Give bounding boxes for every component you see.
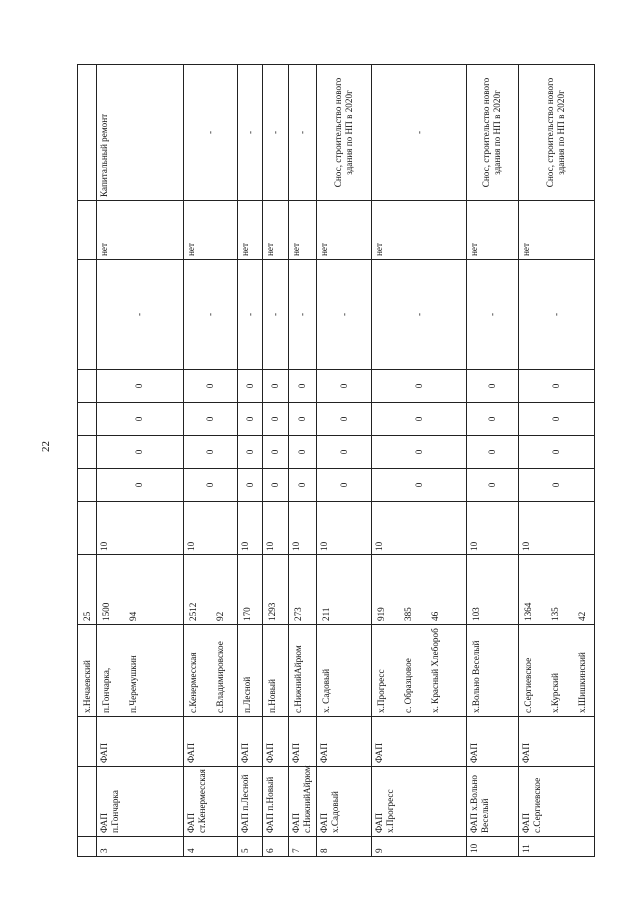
facility-type-cell: ФАП <box>183 717 237 767</box>
facility-name-cell: ФАП п.Лесной <box>237 767 262 837</box>
facility-type-cell: ФАП <box>466 717 518 767</box>
distance-cell <box>78 502 97 555</box>
value-cell-3: 0 <box>237 403 262 436</box>
facility-name-cell: ФАП х.Садовый <box>317 767 372 837</box>
availability-cell <box>78 201 97 260</box>
settlement-name: п.Черемушкин <box>128 655 139 713</box>
spacer <box>112 628 126 713</box>
value-cell-1 <box>78 469 97 502</box>
spacer <box>387 628 401 713</box>
value-cell-2: 0 <box>263 436 288 469</box>
distance-cell: 10 <box>372 502 466 555</box>
row-number-cell: 11 <box>518 837 594 857</box>
table-row <box>97 65 184 857</box>
value-cell-4: 0 <box>317 370 372 403</box>
value-cell-1: 0 <box>237 469 262 502</box>
spacer <box>112 558 126 621</box>
settlement-name: п.Гончарка, <box>101 667 112 713</box>
settlements-cell <box>518 625 594 717</box>
value-cell-3: 0 <box>466 403 518 436</box>
value-cell-3: 0 <box>183 403 237 436</box>
population-value: 919 <box>376 607 387 621</box>
spacer <box>534 628 548 713</box>
value-cell-2: 0 <box>237 436 262 469</box>
value-cell-3 <box>78 403 97 436</box>
planned-action-cell: - <box>372 65 466 201</box>
facility-type-cell <box>78 717 97 767</box>
settlement-name: п.Новый <box>267 679 278 713</box>
facility-type-cell: ФАП <box>263 717 288 767</box>
population-cell <box>78 555 97 625</box>
population-value: 1500 <box>101 602 112 621</box>
settlements-cell <box>78 625 97 717</box>
planned-action-cell: - <box>183 65 237 201</box>
value-cell-2: 0 <box>317 436 372 469</box>
table-row <box>263 65 288 857</box>
value-cell-2: 0 <box>466 436 518 469</box>
population-cell <box>97 555 184 625</box>
table-row <box>78 65 97 857</box>
row-number-cell: 3 <box>97 837 184 857</box>
value-cell-4: 0 <box>97 370 184 403</box>
planned-action-cell: Капитальный ремонт <box>97 65 184 201</box>
value-cell-2: 0 <box>518 436 594 469</box>
spacer <box>534 558 548 621</box>
value-cell-4 <box>78 370 97 403</box>
population-value: 211 <box>321 607 332 621</box>
population-cell <box>263 555 288 625</box>
settlements-cell <box>237 625 262 717</box>
population-cell <box>288 555 317 625</box>
dash-cell: - <box>183 260 237 370</box>
settlements-cell <box>288 625 317 717</box>
value-cell-2: 0 <box>372 436 466 469</box>
spacer <box>387 558 401 621</box>
availability-cell: нет <box>372 201 466 260</box>
facility-type-cell: ФАП <box>372 717 466 767</box>
settlements-cell <box>263 625 288 717</box>
row-number-cell: 8 <box>317 837 372 857</box>
planned-action-cell: - <box>237 65 262 201</box>
facility-name-cell: ФАП п.Гончарка <box>97 767 184 837</box>
row-number-cell: 5 <box>237 837 262 857</box>
value-cell-4: 0 <box>263 370 288 403</box>
value-cell-3: 0 <box>263 403 288 436</box>
value-cell-4: 0 <box>237 370 262 403</box>
settlement-name: с.Сергиевское <box>522 657 533 713</box>
planned-action-cell <box>78 65 97 201</box>
dash-cell <box>78 260 97 370</box>
population-value: 92 <box>214 611 225 621</box>
distance-cell: 10 <box>263 502 288 555</box>
distance-cell: 10 <box>466 502 518 555</box>
settlement-name: х.Вольно Веселый <box>470 640 481 713</box>
row-number-cell: 6 <box>263 837 288 857</box>
table-row <box>317 65 372 857</box>
population-value: 170 <box>241 607 252 621</box>
facility-type-cell: ФАП <box>288 717 317 767</box>
facility-type-cell: ФАП <box>237 717 262 767</box>
distance-cell: 10 <box>237 502 262 555</box>
settlements-cell <box>183 625 237 717</box>
population-cell <box>317 555 372 625</box>
settlement-name: х.Шишкинский <box>576 652 587 713</box>
value-cell-3: 0 <box>317 403 372 436</box>
availability-cell: нет <box>263 201 288 260</box>
availability-cell: нет <box>183 201 237 260</box>
facility-name-cell: ФАП ст.Кенермесская <box>183 767 237 837</box>
settlement-name: х.Курский <box>549 673 560 713</box>
value-cell-1: 0 <box>518 469 594 502</box>
planned-action-cell: - <box>288 65 317 201</box>
planned-action-cell: Снос, строительство нового здания по НП в 2020г <box>317 65 372 201</box>
table-row <box>183 65 237 857</box>
settlement-name: х.Прогресс <box>376 669 387 713</box>
population-cell <box>466 555 518 625</box>
value-cell-1: 0 <box>97 469 184 502</box>
facility-name-cell: ФАП х.Вольно Веселый <box>466 767 518 837</box>
settlement-name: с.Владимировское <box>214 641 225 713</box>
value-cell-1: 0 <box>183 469 237 502</box>
value-cell-1: 0 <box>466 469 518 502</box>
dash-cell: - <box>518 260 594 370</box>
population-cell <box>518 555 594 625</box>
settlements-cell <box>466 625 518 717</box>
dash-cell: - <box>466 260 518 370</box>
facility-type-cell: ФАП <box>518 717 594 767</box>
value-cell-1: 0 <box>288 469 317 502</box>
facility-name-cell: ФАП с.НижнийАйрюм <box>288 767 317 837</box>
distance-cell: 10 <box>97 502 184 555</box>
availability-cell: нет <box>288 201 317 260</box>
population-value: 135 <box>549 607 560 621</box>
settlement-name: х.Нечаевский <box>82 660 92 713</box>
availability-cell: нет <box>317 201 372 260</box>
dash-cell: - <box>237 260 262 370</box>
row-number-cell: 7 <box>288 837 317 857</box>
facility-name-cell: ФАП п.Новый <box>263 767 288 837</box>
dash-cell: - <box>288 260 317 370</box>
settlement-name: п.Лесной <box>241 676 252 713</box>
population-value: 385 <box>403 607 414 621</box>
value-cell-4: 0 <box>183 370 237 403</box>
population-value: 273 <box>292 607 303 621</box>
table-row <box>518 65 594 857</box>
settlement-name: х. Садовый <box>321 668 332 713</box>
value-cell-3: 0 <box>518 403 594 436</box>
availability-cell: нет <box>97 201 184 260</box>
value-cell-2 <box>78 436 97 469</box>
population-value: 46 <box>430 611 441 621</box>
settlements-cell <box>372 625 466 717</box>
value-cell-1: 0 <box>263 469 288 502</box>
value-cell-1: 0 <box>317 469 372 502</box>
dash-cell: - <box>97 260 184 370</box>
availability-cell: нет <box>237 201 262 260</box>
population-value: 25 <box>82 611 92 621</box>
population-value: 1293 <box>267 602 278 621</box>
facility-type-cell: ФАП <box>97 717 184 767</box>
row-number-cell: 10 <box>466 837 518 857</box>
settlement-name: с.НижнийАйрюм <box>292 645 303 713</box>
row-number-cell: 9 <box>372 837 466 857</box>
facility-type-cell: ФАП <box>317 717 372 767</box>
table-row <box>237 65 262 857</box>
population-value: 2512 <box>187 602 198 621</box>
spacer <box>199 628 213 713</box>
settlement-name: с.Кенермесская <box>187 652 198 713</box>
population-cell <box>372 555 466 625</box>
spacer <box>414 628 428 713</box>
dash-cell: - <box>263 260 288 370</box>
facility-table <box>77 64 595 857</box>
planned-action-cell: - <box>263 65 288 201</box>
distance-cell: 10 <box>288 502 317 555</box>
value-cell-1: 0 <box>372 469 466 502</box>
dash-cell: - <box>317 260 372 370</box>
settlements-cell <box>97 625 184 717</box>
value-cell-2: 0 <box>97 436 184 469</box>
facility-name-cell: ФАП с.Сергиевское <box>518 767 594 837</box>
rotated-table-container <box>77 65 595 857</box>
value-cell-4: 0 <box>466 370 518 403</box>
population-cell <box>183 555 237 625</box>
page-number: 22 <box>40 441 52 452</box>
value-cell-3: 0 <box>372 403 466 436</box>
row-number-cell: 4 <box>183 837 237 857</box>
facility-name-cell <box>78 767 97 837</box>
planned-action-cell: Снос, строительство нового здания по НП в 2020г <box>518 65 594 201</box>
population-value: 94 <box>128 611 139 621</box>
value-cell-4: 0 <box>288 370 317 403</box>
value-cell-2: 0 <box>183 436 237 469</box>
population-value: 1364 <box>522 602 533 621</box>
spacer <box>561 558 575 621</box>
spacer <box>414 558 428 621</box>
availability-cell: нет <box>518 201 594 260</box>
settlement-name: х. Красный Хлебороб <box>430 628 441 713</box>
population-cell <box>237 555 262 625</box>
planned-action-cell: Снос, строительство нового здания по НП в 2020г <box>466 65 518 201</box>
facility-name-cell: ФАП х.Прогресс <box>372 767 466 837</box>
distance-cell: 10 <box>183 502 237 555</box>
value-cell-2: 0 <box>288 436 317 469</box>
spacer <box>199 558 213 621</box>
distance-cell: 10 <box>317 502 372 555</box>
distance-cell: 10 <box>518 502 594 555</box>
value-cell-3: 0 <box>97 403 184 436</box>
dash-cell: - <box>372 260 466 370</box>
row-number-cell <box>78 837 97 857</box>
value-cell-4: 0 <box>518 370 594 403</box>
settlement-name: с. Образцовое <box>403 658 414 713</box>
availability-cell: нет <box>466 201 518 260</box>
table-row <box>288 65 317 857</box>
value-cell-4: 0 <box>372 370 466 403</box>
settlements-cell <box>317 625 372 717</box>
value-cell-3: 0 <box>288 403 317 436</box>
population-value: 103 <box>470 607 481 621</box>
table-row <box>466 65 518 857</box>
population-value: 42 <box>576 611 587 621</box>
spacer <box>561 628 575 713</box>
table-row <box>372 65 466 857</box>
